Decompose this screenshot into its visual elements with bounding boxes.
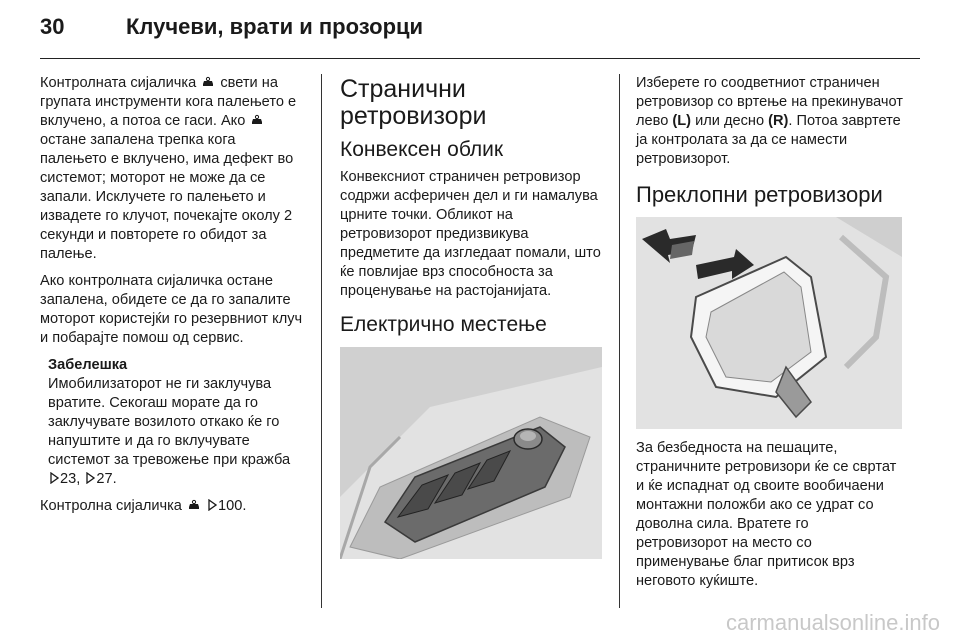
column-3 [636,74,904,599]
header-rule [40,58,920,59]
door-switch-illustration [340,347,602,559]
subheading-folding: Преклопни ретровизори [636,182,883,207]
column-1 [40,74,306,524]
subheading-electric: Електрично местење [340,313,547,336]
triangle-ref-icon[interactable] [207,499,217,511]
folding-mirror-illustration [636,217,902,429]
paragraph-spare-key: Ако контролната сијаличка остане запалена, обидете се да го запалите моторот користејќи го резервниот клуч и побарајте помош од сервис. [40,273,303,346]
crossref-link[interactable]: 27. [96,471,117,487]
section-heading: Странични ретровизори [340,75,487,130]
note-title: Забелешка [48,357,128,373]
car-key-lamp-icon [188,499,200,511]
subheading-convex: Конвексен облик [340,138,504,161]
column-2 [340,74,604,569]
paragraph-select-mirror: Изберете го соодветниот страничен ретровизор со вртење на прекинувачот лево (L) или десно (R). Потоа завртете ја контролата за да се намести ретровизорот. [636,75,903,167]
paragraph-lamp-ref: Контролна сијаличка 100. [40,498,247,514]
note-box: Забелешка Имобилизаторот не ги заклучува вратите. Секогаш морате да го заклучувате возилото откако ќе го напуштите и да го вклучувате системот за тревожење при кражба 23, 27. [48,356,306,489]
watermark: carmanualsonline.info [725,610,940,635]
car-key-lamp-icon [251,114,263,126]
paragraph-convex: Конвексниот страничен ретровизор содржи асферичен дел и ги намалува црните точки. Обликот на ретровизорот предизвикува предметите да изгледаат помали, што ќе повлијае врз способноста за проценување на растојанијата. [340,169,601,299]
left-label: (L) [672,113,692,129]
triangle-ref-icon[interactable] [85,472,95,484]
page-number: 30 [40,14,65,39]
paragraph-pedestrian-safety: За безбедноста на пешаците, страничните ретровизори ќе се свртат и ќе испаднат од своите вообичаени монтажни положби ако се удрат со доволна сила. Вратете го ретровизорот на место со применување благ притисок врз неговото куќиште. [636,440,897,589]
column-divider-2 [619,74,620,608]
crossref-link[interactable]: 100. [218,498,247,514]
page-header [0,0,960,58]
paragraph-immobiliser-lamp: Контролната сијаличка свети на групата инструменти кога палењето е вклучено, а потоа се гаси. Ако остане запалена трепка кога палењето е вклучено, има дефект во системот; моторот не може да се запали. Исклучете го палењето и извадете го клучот, почекајте околу 2 секунди и повторете го обидот за палење. [40,75,297,262]
car-key-lamp-icon [202,76,214,88]
running-title: Клучеви, врати и прозорци [126,14,424,39]
triangle-ref-icon[interactable] [49,472,59,484]
column-divider-1 [321,74,322,608]
right-label: (R) [768,113,789,129]
crossref-link[interactable]: 23, [60,471,81,487]
